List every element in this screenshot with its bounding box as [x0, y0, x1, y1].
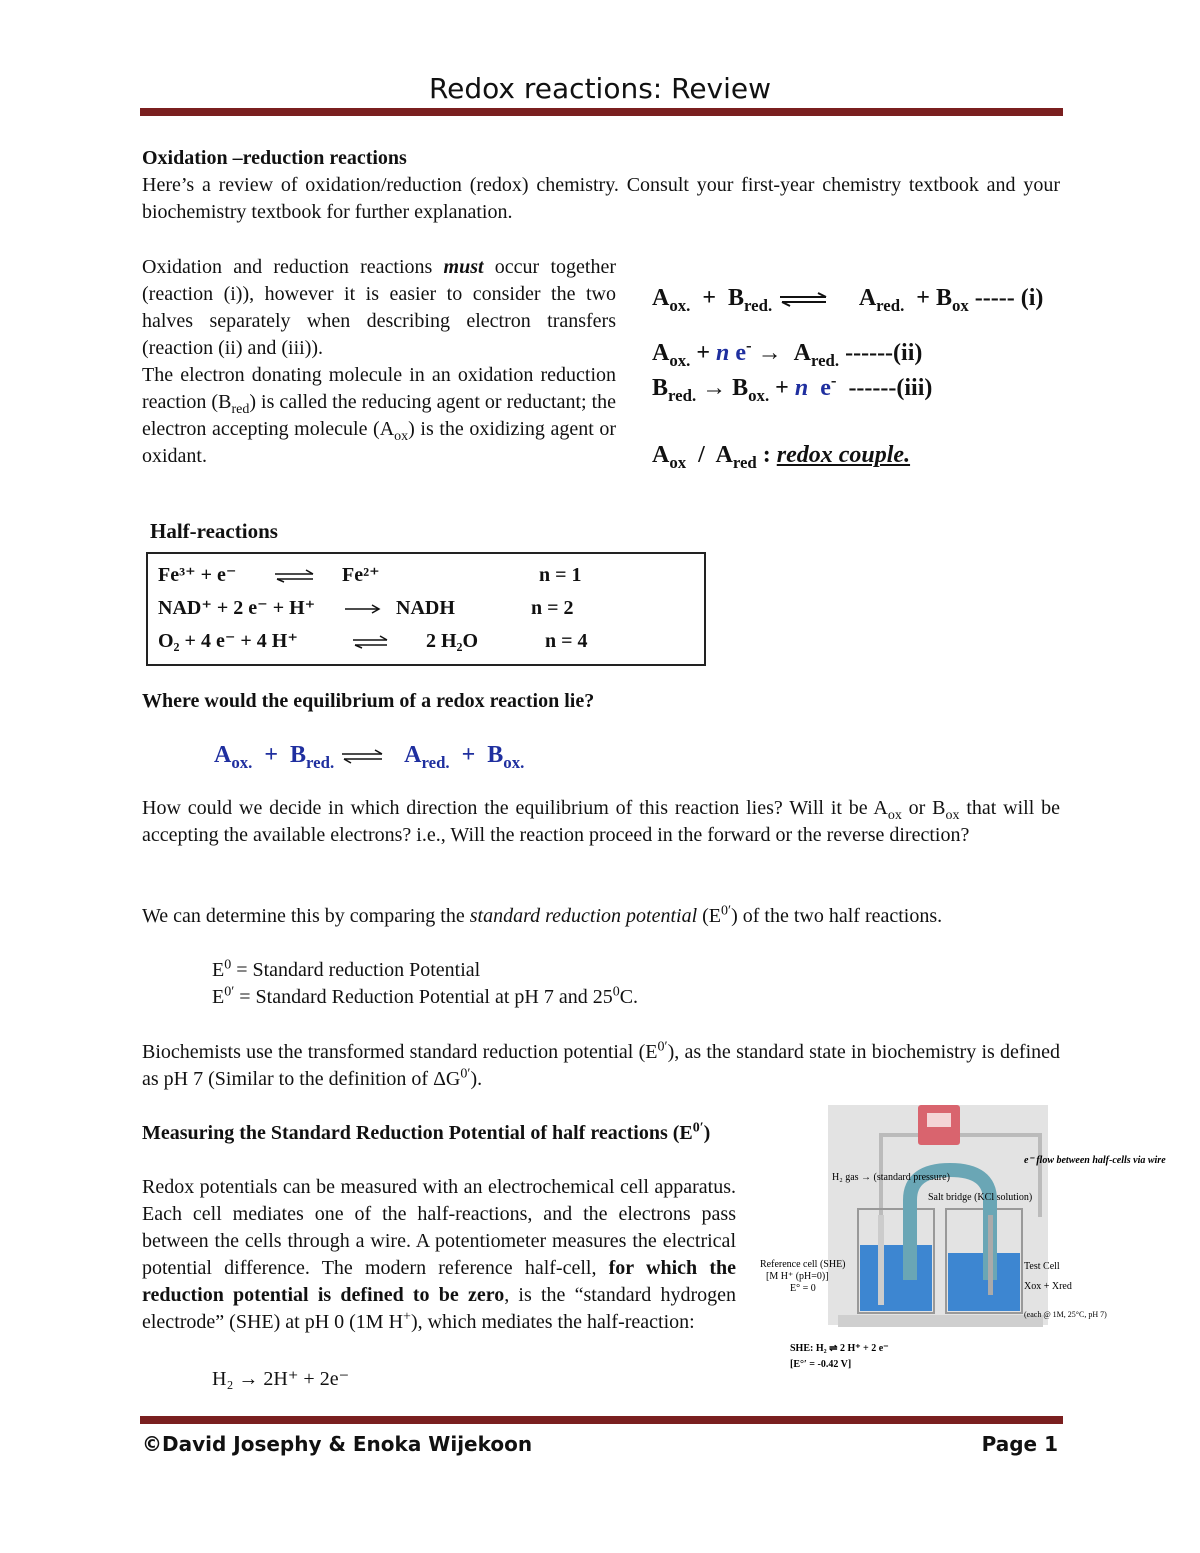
electrochemical-cell-figure: [760, 1105, 1166, 1375]
reaction-iii: $B_{red.} \to B_{ox.} + n$ e- ------(iii): [652, 371, 933, 405]
measuring-paragraph: Redox potentials can be measured with an electrochemical cell apparatus. Each cell mediates one of the half-reactions, and the electrons pass between the cells through a wire. A potentiometer measures the electrical potential difference. The modern reference half-cell, for which the reduction potential is defined to be zero, is the “standard hydrogen electrode” (SHE) at pH 0 (1M H+), which mediates the half-reaction:: [142, 1176, 736, 1333]
definition-e0-prime: $E^{0'}$ = Standard Reduction Potential at pH 7 and $25^0C$.: [212, 984, 639, 1008]
figure-label-h2: H₂ gas → (standard pressure): [832, 1172, 950, 1183]
reaction-ii: $A_{ox.} + n$ $e^- \to A_{red.}$ ------(ii): [652, 336, 923, 370]
header-rule: [140, 108, 1063, 116]
reaction-i: $A_{ox.} + B_{red.}$ $A_{red.} + B_{ox}$ ----- (i): [652, 285, 1044, 315]
equilibrium-arrow-icon: [351, 636, 391, 648]
figure-label-salt-bridge: Salt bridge (KCl solution): [928, 1192, 1033, 1203]
reference-beaker-solution: [860, 1245, 932, 1311]
equilibrium-reaction: $A_{ox.} + B_{red.}$ $A_{red.} + B_{ox.}$: [214, 742, 525, 772]
equilibrium-question: Where would the equilibrium of a redox reaction lie?: [142, 690, 595, 712]
half-reactions-heading: Half-reactions: [150, 519, 278, 543]
figure-label-flow: e⁻ flow between half-cells via wire: [1024, 1155, 1166, 1166]
definition-e0: $E^0$ = Standard reduction Potential: [212, 957, 481, 981]
equilibrium-arrow-icon: [340, 749, 386, 763]
half-reactions-table: [146, 552, 706, 666]
page-title: Redox reactions: Review: [428, 72, 772, 105]
biochemists-paragraph: Biochemists use the transformed standard reduction potential $(E^{0'})$, as the standard state in biochemistry is defined as pH 7 (Similar to the definition of $\Delta G^{0'}$).: [142, 1039, 1061, 1090]
footer-copyright: ©David Josephy & Enoka Wijekoon: [142, 1432, 533, 1456]
redox-explanation: Oxidation and reduction reactions must occur together (reaction (i)), however it is easier to consider the two halves separately when describing electron transfers (reaction (ii) and (iii)). The electron donating molecule in an oxidation reduction reaction $(B_{red})$ is called the reducing agent or reductant; the electron accepting molecule $(A_{ox})$ is the oxidizing agent or oxidant.: [142, 256, 617, 467]
figure-label-ref: Reference cell (SHE): [760, 1259, 846, 1270]
redox-couple: $A_{ox} / A_{red}$ : redox couple.: [652, 442, 911, 472]
section-heading-redox: Oxidation –reduction reactions: [142, 147, 407, 169]
figure-label-test3: (each @ 1M, 25°C, pH 7): [1024, 1310, 1107, 1319]
equilibrium-arrow-icon: [778, 292, 830, 306]
direction-paragraph: How could we decide in which direction the equilibrium of this reaction lies? Will it be $A_{ox}$ or $B_{ox}$ that will be accepting the available electrons? i.e., Will the reaction proceed in the forward or the reverse direction?: [142, 797, 1061, 846]
figure-label-she: SHE: H₂ ⇌ 2 H⁺ + 2 e⁻: [790, 1343, 889, 1354]
equilibrium-arrow-icon: [273, 570, 317, 582]
measuring-heading: Measuring the Standard Reduction Potential of half reactions $(E^{0'})$: [142, 1120, 711, 1144]
figure-label-she2: [E°′ = -0.42 V]: [790, 1359, 852, 1370]
figure-label-test: Test Cell: [1024, 1261, 1060, 1272]
half-row: Fe³⁺ + e⁻ Fe²⁺ n = 1: [158, 564, 582, 586]
page-number: Page 1: [981, 1432, 1058, 1456]
arrow-right-icon: [343, 603, 383, 615]
figure-label-test2: Xox + Xred: [1024, 1281, 1072, 1292]
she-equation: H₂ → 2H⁺ + 2e⁻: [212, 1368, 350, 1390]
figure-label-ref2: [M H⁺ (pH=0)]: [766, 1271, 829, 1282]
half-row: O₂ + 4 e⁻ + 4 H⁺ 2 H₂O n = 4: [158, 630, 588, 652]
half-row: NAD⁺ + 2 e⁻ + H⁺ NADH n = 2: [158, 597, 574, 619]
intro-paragraph: Here’s a review of oxidation/reduction (redox) chemistry. Consult your first-year chemistry textbook and your biochemistry textbook for further explanation.: [142, 174, 1060, 223]
figure-label-ref3: E° = 0: [790, 1283, 816, 1294]
potential-paragraph: We can determine this by comparing the standard reduction potential $(E^{0'})$ of the two half reactions.: [142, 903, 943, 927]
footer-rule: [140, 1416, 1063, 1424]
